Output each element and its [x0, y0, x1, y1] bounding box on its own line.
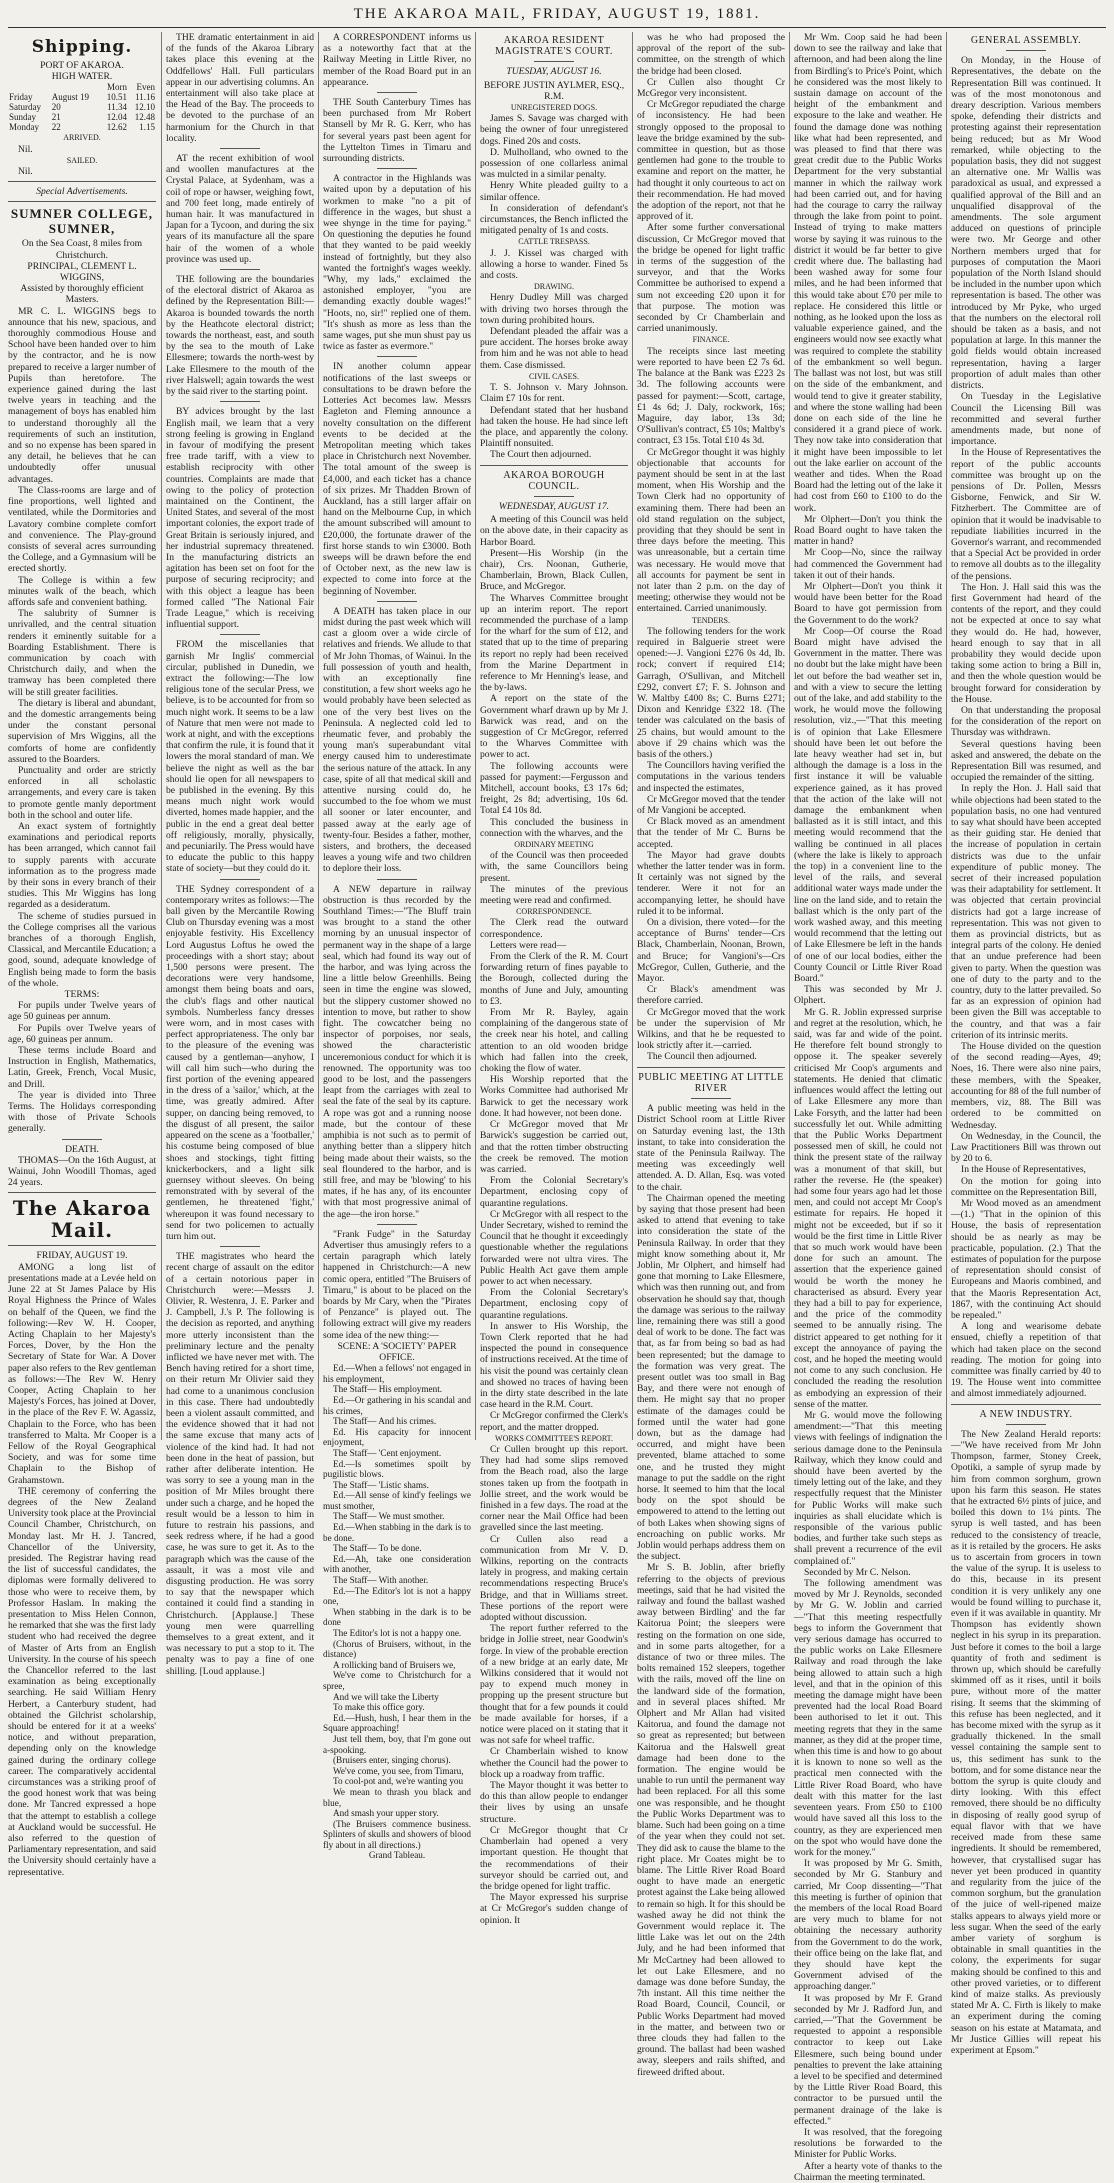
section-rule [377, 356, 417, 357]
shipping-title: Shipping. [31, 37, 133, 57]
council-para: Cr McGregor with all respect to the Under Secretary, wished to remind the Council that he thought it exceedingly questionable whether the regulations forwarded were not ultra vires. The Public Health Act gave them ample power to act when necessary. [480, 1208, 628, 1287]
dialogue-line: The Staff— 'Cent enjoyment. [333, 1447, 442, 1458]
article-para: A DEATH has taken place in our midst during the past week which will cast a gloom over a wide circle of relatives and friends. We allude to that of Mr John Thomas, of Wainui. In the full possession of youth and health, with an exceptionally fine constitution, a few short weeks ago he would probably have been selected as one of the very best lives on the Peninsula. A neglected cold led to rheumatic fever, and probably the young man's superabundant vital energy caused him to underestimate the serious nature of the attack. In any case, spite of all that medical skill and attentive nursing could do, he succumbed to the foe whom we must all sooner or later encounter, and passed away at the early age of twenty-four. Besides a father, mother, sisters, and brothers, the deceased leaves a young wife and two children to deplore their loss. [323, 605, 471, 875]
tide-even: 11.16 [135, 92, 155, 103]
assembly-para: On the motion for going into committee on the Representation Bill, [951, 1175, 1101, 1198]
section-rule [534, 61, 574, 62]
meeting-para: It was proposed by Mr F. Grand seconded by Mr J. Radford Jun, and carried,—"That the Government be requested to appoint a responsible contractor to keep out Lake Ellesmere, such being bound under penalties to prevent the lake attaining a level to be specified and determined by the Little River Road Board, this contractor to be pursued until the permanent drainage of the lake is effected." [794, 1992, 942, 2127]
article-para: A NEW departure in railway obstruction is thus recorded by the Southland Times:—"The Bluff train was brought to a stand the other morning by an unusual inspector of permanent way in the shape of a large seal, which had found its way out of the harbor, and was lying across the line a little below Greenhills. Being seen in time the engine was slowed, but the slippery customer showed no intention to move, but rather to show fight. The cowcatcher being no inspector of porpoises, nor seals, showed the characteristic unceremonious conduct for which it is renowned. The opportunity was too good to be lost, and the passengers leapt from the carriages with zeal to seal the fate of the seal by its capture. A rope was got and a running noose made, but the contour of these amphibia is not such as to permit of anything better than a slippery hitch being made about their waists, so the seal floundered to the harbor, and is still free, and may be 'blowing' to his mates, if he has any, of its encounter with that most progressive animal of the age—the iron horse." [323, 883, 471, 1220]
school-para: The College is within a few minutes walk of the beach, which affords safe and convenient bathing. [8, 574, 156, 608]
industry-para: The New Zealand Herald reports:—"We have received from Mr John Thompson, farmer, Stoney Creek, Opotiki, a sample of syrup made by him from common sorghum, grown upon his farm this season. He states that he extracted 6½ pints of juice, and boiled this down to 1¼ pints. The syrup is well tasted, and has been reduced to the consistency of treacle, as it is retailed by the grocers. He asks us to ascertain from grocers in town the value of the syrup. It is useless to do this, because in its present condition it is very unlikely any one would be found willing to purchase it, even if it was available in quantity. Mr Thompson has evidently shown neglect in his syrup in its preparation. Just before it comes to the boil a large quantity of froth and sediment is thrown up, which should be carefully skimmed off as it rises, until it boils pure, without more of the matter rising. It seems that the skimming of this refuse has been neglected, and it has become mixed with the syrup as it gradually thickened. In the small vessel containing the sample sent to us, this sediment has sunk to the bottom, and for some distance near the bottom the syrup is quite cloudy and dirty looking. With this effect removed, there should be no difficulty in disposing of really good syrup of equal flavor with that we have received made from these same ingredients. It should be remembered, however, that crystallised sugar has never yet been produced in quantity and regularity from the juice of the common sorghum, but the granulation of the juice of well-ripened maize stalks appears to always yield more or less sugar. When the seed of the early amber variety of sorghum is obtainable in small quantities in the colony, the experiments for sugar making should be confined to this and other proved varieties, or to different kind of maize stalks. As previously stated Mr A. C. Firth is likely to make an experiment during the coming season on his estate at Matamata, and Mr Justice Gillies will repeat his experiment at Epsom." [951, 1428, 1101, 2056]
meeting-para: Mr S. B. Joblin, after briefly referring to the objects of previous meetings, said that he had visited the railway and found the ballast washed away between Birdling' and the far Kaitorua Point; the sleepers were resting on the formation on one side, and in some parts altogether, for a distance of two or three miles. The bolts remained 152 sleepers, together with the rails, moved off the line on the landward side of the formation, and in several places shifted. Mr Olphert and Mr Allan had visited Kaitorua, and found the damage not so great as represented; but between Kaitorua and the Halswell great damage had been done to the formation. The engine would be unable to run until the permanent way had been replaced. For all this some one was responsible, and he thought the Public Works Department was to blame. Such had been going on a time of the year when they could not set. They did ask to cause the blame to the right place. Mr Coates might be to blame. The Little River Road Board ought to have made an energetic protest against the Lake being allowed to remain so high. It for this should be washed away he did not think the Government would replace it. The little Lake was let out on the 24th July, and he had been informed that Mr McCartney had been allowed to let out Lake Ellesmere, and no damage was done before Sunday, the 7th instant. All this time neither the Road Board, Council, Council, or Public Works Department had moved in the matter, and between two or three clouds they had fallen to the ground. The ballast had been washed away, sleepers and rails shifted, and fireweed drifted about. [637, 1562, 785, 2078]
arrived-nil: Nil. [18, 143, 33, 155]
assembly-heading: GENERAL ASSEMBLY. [970, 35, 1082, 46]
council-para: From the Clerk of the R. M. Court forwarding return of fines payable to the Borough, collected during the months of June and July, amounting to £3. [480, 951, 628, 1007]
court-subhead: DRAWING. [533, 282, 575, 292]
masthead-rule [8, 27, 1106, 28]
terms-heading: TERMS: [64, 989, 100, 1001]
paper-title: The Akaroa Mail. [12, 1196, 152, 1243]
terms-line: For pupils under Twelve years of age 50 guineas per annum. [8, 1000, 156, 1023]
dialogue-line: When stabbing in the dark is to be done [323, 1606, 471, 1628]
assembly-para: On Tuesday in the Legislative Council the Licensing Bill was recommitted and several further amendments made, but none of importance. [951, 391, 1101, 448]
tide-morn: 11.34 [107, 102, 128, 113]
dialogue-line: Grand Tableau. [368, 1850, 426, 1861]
dialogue-line: (Bruisers enter, singing chorus). [333, 1755, 451, 1766]
assembly-para: In the House of Representatives, [961, 1164, 1086, 1176]
dialogue-line: (Chorus of Bruisers, without, in the distance) [323, 1638, 471, 1660]
dialogue-line: To make this office gory. [333, 1702, 425, 1713]
dialogue-line: (The Bruisers commence business. Splinters of skulls and showers of blood fly about in all directions.) [323, 1818, 471, 1850]
council-para: Letters were read— [490, 939, 567, 951]
article-para: "Frank Fudge" in the Saturday Advertiser thus amusingly refers to a certain paragraph which lately happened in Christchurch:—A new comic opera, entitled "The Bruisers of Timaru," is about to be placed on the boards by Mr Cary, when the "Pirates of Penzance" is played out. The following extract will give my readers some idea of the new thing:— [323, 1228, 471, 1341]
school-para: The scheme of studies pursued in the College comprises all the various branches of a thorough English, Classical, and Mercantile Education; a good, sound, adequate knowledge of English being made to form the basis of the whole. [8, 910, 156, 989]
column-7 [951, 32, 1102, 2056]
sailed-nil: Nil. [18, 166, 33, 178]
tide-morn: 12.04 [106, 112, 128, 123]
tide-morn: 10.51 [106, 92, 128, 103]
council-para: Cr Cullen also thought Cr McGregor very inconsistent. [637, 76, 785, 100]
column-rule [161, 32, 162, 1440]
column-6 [794, 32, 942, 2183]
council-para: The minutes of the previous meeting were read and confirmed. [480, 883, 628, 907]
section-rule [8, 201, 156, 202]
article-para: THE following are the boundaries of the electoral district of Akaroa as defined by the Representation Bill:—Akaroa is bounded towards the north by the Heathcote electoral district; towards the northeast, east, and south by the sea to the mouth of Lake Ellesmere; towards the north-west by Lake Ellesmere to the mouth of the river Halswell; again towards the west by the said river to the starting point. [166, 274, 314, 398]
court-para: Defendant pleaded the affair was a pure accident. The horses broke away from him and he was not able to head them. Case dismissed. [480, 326, 628, 371]
council-para: After some further conversational discussion, Cr McGregor moved that the bridge be opened for light traffic in terms of the suggestion of the surveyor, and that the Works Committee be authorised to expend a sum not exceeding £20 upon it for that purpose. The motion was seconded by Cr Chamberlain and carried unanimously. [637, 222, 785, 335]
meeting-para: Mr Coop—No, since the railway had commenced the Government had taken it out of their hands. [794, 547, 942, 581]
article-para: THE magistrates who heard the recent charge of assault on the editor of a certain notorious paper in Christchurch were:—Messrs J. Olivier, R. Westenra, J. E. Parker and J. Campbell, J.'s P. The following is the decision as reported, and anything more utterly inconsistent than the preliminary lecture and the penalty inflicted we have never met with. The Bench having retired for a short time, on their return Mr Olivier said they had come to a unanimous conclusion in this case. There had undoubtedly been a violent assault committed, and the evidence showed that it had not the same excuse that many acts of violence of the kind had. It had not been done in the heat of passion, but rather after deliberate intention. He was sorry to see a young man in the position of Mr Miles brought there under such a charge, and he hoped the result would be a lesson to him in future to restrain his passions, and seek redress where, if he had a good case, he was sure to get it. As to the paragraph which was the cause of the assault, it was a most vile and disgusting production. He was sorry to say that the newspaper which contained it could find a standing in Christchurch. [Applause.] These young men were quarrelling themselves to a great extent, and it was necessary to put a stop to it. The penalty was to pay a fine of one shilling. [Loud applause.] [166, 1251, 314, 1677]
section-rule [220, 269, 260, 270]
masthead-title: THE AKAROA MAIL, FRIDAY, AUGUST 19, 1881. [353, 6, 761, 22]
court-para: Henry Dudley Mill was charged with driving two horses through the town during prohibited hours. [480, 292, 628, 326]
sailed-label: SAILED. [66, 155, 98, 165]
special-ads-heading: Special Advertisements. [36, 186, 128, 198]
assembly-para: The Hon. J. Hall said this was the first Government had heard of the contents of the report, and they could not be expected at once to say what they would do. He had, however, heard enough to say that in all probability they would decide upon taking some action to bring a Bill in, and then the whole question would be brought forward for consideration by the House. [951, 581, 1101, 705]
dialogue-line: Just tell them, boy, that I'm gone out a-spooking. [323, 1733, 471, 1755]
council-para: From Mr R. Bayley, again complaining of the dangerous state of the creek near his hotel, and calling attention to an old wooden bridge which had fallen into the creek, choking the flow of water. [480, 1007, 628, 1075]
council-para: was he who had proposed the approval of the report of the sub-committee, on the strength of which the bridge had been closed. [637, 32, 785, 77]
meeting-para: A public meeting was held in the District School room at Little River on Saturday evening last, the 13th instant, to take into consideration the state of the Peninsula Railway. The meeting was exceedingly well attended. A. D. Allan, Esq. was voted to the chair. [637, 1103, 785, 1193]
council-para: Cr McGregor thought it was highly objectionable that accounts for payment should be sent in at the last moment, when His Worship and the Town Clerk had no opportunity of examining them. There had been an old stand regulation on the subject, providing that they should be sent in three days before the meeting. This was unreasonable, but a certain time was necessary. He would move that all accounts for payment be sent in not later than 2 p.m. on the day of meeting; otherwise they would not be entertained. Carried unanimously. [637, 446, 785, 615]
tide-header-row [8, 82, 156, 92]
tide-day: Sunday [9, 112, 36, 123]
council-para: On a division, there voted—for the acceptance of Burns' tender—Crs Black, Chamberlain, Noonan, Brown, and Bruce; for Vangioni's—Crs McGregor, Cullen, Gutherie, and the Mayor. [637, 917, 785, 985]
tide-morn: 12.62 [106, 122, 128, 133]
council-para: In answer to His Worship, the Town Clerk reported that he had inspected the pound in consequence of instructions received. At the time of his visit the pound was certainly clean and showed no traces of having been in the dirty state described in the late case heard in the R.M. Court. [480, 1320, 628, 1411]
column-5 [637, 32, 785, 2078]
court-subhead: UNREGISTERED DOGS. [510, 103, 598, 113]
high-water: HIGH WATER. [51, 71, 113, 83]
tide-day: Monday [9, 122, 39, 133]
council-date: WEDNESDAY, AUGUST 17. [498, 500, 610, 512]
dialogue-line: Ed.—Hush, hush, I hear them in the Square approaching! [323, 1712, 471, 1734]
meeting-para: Mr Coop—Of course the Road Board might have advised the Government in the matter. There was no doubt but the lake might have been let out before the bad weather set in, and with a view to secure the letting out of the lake, and add stability to the work, he would move the following resolution, viz.,—"That this meeting is of opinion that Lake Ellesmere should have been let out before the late heavy weather had set in, but although the damage is a loss in the first instance it will be valuable experience gained, as it has proved that the action of the lake will not damage the embankment when ballasted as it is still intact, and this meeting would recommend that the walling be continued in all places (where the lake is likely to approach the top) in a convenient line to the level of the rails, and several additional water ways made under the line on the land side, and to retain the ballast which is the only part of the work washed away, and this meeting would recommend that the letting out of Lake Ellesmere be left in the hands of one of our local bodies, either the County Council or Little River Road Board." [794, 625, 942, 985]
assembly-para: Several questions having been asked and answered, the debate on the Representation Bill was resumed, and occupied the remainder of the sitting. [951, 738, 1101, 784]
principal-line: PRINCIPAL, CLEMENT L. WIGGINS, [27, 260, 137, 284]
school-para: The salubrity of Sumner is unrivalled, and the central situation renders it eminently suitable for a Boarding Establishment. There is communication by coach with Christchurch daily, and when the tramway has been completed there will be still greater facilities. [8, 608, 156, 698]
council-para: Cr McGregor moved that the tender of Mr Vangioni be accepted. [637, 793, 785, 817]
council-para: Cr McGregor confirmed the Clerk's report, and the matter dropped. [480, 1410, 628, 1433]
council-para: The Mayor thought it was better to do this than allow people to endanger their lives by using an unsafe structure. [480, 1780, 628, 1825]
school-para: An exact system of fortnightly examinations and periodical reports has been arranged, which cannot fail to supply parents with accurate information as to the progress made by their sons in every branch of their studies. This Mr Wiggins has long regarded as a desideratum. [8, 820, 156, 911]
column-rule [318, 32, 319, 1440]
dialogue-line: The Staff— With another. [333, 1575, 429, 1586]
council-para: The Mayor expressed his surprise at Cr McGregor's sudden change of opinion. It [480, 1892, 628, 1926]
article-para: FROM the miscellanies that garnish Mr Inglis' commercial circular, published in Dunedin, we extract the following:—The low religious tone of the secular Press, we believe, is to be accounted for from so much night work. It seems to be a law of Nature that men were not made to work at night, and with the exceptions that confirm the rule, it is found that it lowers the moral standard of man. We believe the night as well as the bar should lie open for all newspapers to be published in the evening. By this means much night work would diverted, homes made happier, and the public in the end a great deal better off religiously, morally, physically, and pecuniarily. The Press would have to educate the public to this happy state of society—but they could do it. [166, 639, 315, 875]
council-para: The Council then adjourned. [647, 1051, 757, 1063]
section-rule [220, 634, 260, 635]
section-rule [377, 601, 417, 602]
column-2 [166, 32, 315, 1677]
tide-date: 20 [51, 102, 61, 113]
school-name: SUMNER COLLEGE, SUMNER, [10, 206, 154, 237]
tide-table [8, 82, 156, 132]
court-para: J. J. Kissel was charged with allowing a horse to wander. Fined 5s and costs. [480, 247, 628, 282]
assisted-line: Assisted by thoroughly efficient Masters. [20, 283, 144, 306]
section-rule [377, 168, 417, 169]
newspaper-columns [8, 32, 1106, 2183]
section-rule [62, 1139, 102, 1140]
assembly-para: The House divided on the question of the second reading—Ayes, 49; Noes, 16. There were also nine pairs, these members, with the Speaker, accounting for 88 of the full number of members, viz, 88. The Bill was ordered to be committed on Wednesday. [951, 1041, 1101, 1131]
column-1 [8, 32, 156, 1878]
section-rule [1006, 1424, 1046, 1425]
court-subhead: CATTLE TRESPASS. [518, 237, 590, 247]
meeting-para: It was resolved, that the foregoing resolutions be forwarded to the Minister for Public Works. [794, 2126, 942, 2161]
court-para: James S. Savage was charged with being the owner of four unregistered dogs. Fined 20s and costs. [480, 113, 628, 147]
dialogue-line: We've come, you see, from Timaru, [333, 1765, 464, 1776]
tide-header-morn: Morn [107, 82, 128, 93]
meeting-para: It was proposed by Mr G. Smith, seconded by Mr G. Stanbury and carried, Mr Coop dissenting—"That this meeting is further of opinion that the members of the local Road Board are very much to blame for not obtaining the necessary authority from the Government to do the work, their office being on the lake flat, and they should have kept the Government advised of the approaching danger." [794, 1858, 942, 1993]
section-rule [691, 1098, 731, 1099]
column-rule [632, 32, 633, 1440]
council-para: The Councillors having verified the computations in the various tenders and inspected the estimates, [637, 760, 785, 794]
assembly-para: Mr Wood moved as an amendment—(1.) "That in the opinion of this House, the basis of representation should be as nearly as may be practicable, population. (2.) That the estimates of population for the purpose of representation should consist of Europeans and Maoris combined, and that the Maoris Representation Act, 1867, with the continuing Act should be repealed." [951, 1197, 1102, 1321]
dialogue-line: The Staff— His employment. [333, 1384, 443, 1395]
council-para: The Wharves Committee brought up an interim report. The report recommended the purchase of a lamp for the wharf for the sum of £12, and stated that up to the time of preparing its report no reply had been received from the Marine Department in reference to Mr Henning's lease, and the by-laws. [480, 592, 628, 694]
court-para: In consideration of defendant's circumstances, the Bench inflicted the mitigated penalty of 1s and costs. [480, 202, 628, 237]
meeting-heading: PUBLIC MEETING AT LITTLE RIVER [638, 1071, 784, 1094]
column-4 [480, 32, 628, 1926]
council-para: The following tenders for the work required in Balguerie street were opened:—J. Vangioni £276 0s 4d, Ib. rock; convert if required £14; Garragh, O'Sullivan, and Mitchell £292, convert £7; F. S. Johnson and W. Maltby £400 8s; C. Burns £271; Dixon and Kenridge £322 18. (The tender was calculated on the basis of 25 chains, but would amount to the above if 29 chains which was the basis of the others.) [637, 625, 785, 760]
dialogue-line: A rollicking band of Bruisers we, [333, 1659, 456, 1670]
school-para: Punctuality and order are strictly enforced in all scholastic arrangements, and every care is taken to promote gentle manly deportment both in the school and outer life. [8, 764, 156, 821]
article-para: AT the recent exhibition of wool and woollen manufactures at the Crystal Palace, at Sydenham, was a coil of rope or hawser, weighing fowt, and 700 feet long, made entirely of human hair. It was manufactured in Japan for a Tycoon, and during the six years of its manufacture all the spare hair of the women of a whole province was used up. [166, 153, 314, 265]
meeting-para: Mr G. R. Joblin expressed surprise and regret at the resolution, which, he said, was far and wide of the point. He therefore felt bound strongly to oppose it. The speaker severely criticised Mr Coop's arguments and statements. He denied that climatic influences would affect the letting out of Lake Ellesmere any more than Lake Forsyth, and the latter had been successfully let out. While admitting that the Public Works Department possessed men of skill, he could not think the present state of the railway was a monument of that skill, but rather the reverse. He (the speaker) had some four years ago had let those men, and could not accept Mr Coop's estimate for repairs. He hoped it might not be exceeded, but if so it would be the first time in Little River that so much work would have been done for such an amount. The assertion that the experience gained would be worth the money he characterised as absurd. Every year they had a bill to pay for experience, and the price of the commodity seemed to be annually rising. The district appeared to get nothing for it except the annoyance of paying the cost, and he hoped the meeting would not come to any such conclusion. He concluded the reading the resolution as embodying an expression of their sense of the matter. [794, 1006, 942, 1410]
court-para: D. Mulholland, who owned to the possession of one collarless animal was mulcted in a similar penalty. [480, 146, 628, 181]
dialogue [323, 1363, 471, 1861]
column-rule [946, 32, 947, 1440]
article-para: THE dramatic entertainment in aid of the funds of the Akaroa Library takes place this evening at the Oddfellows' Hall. Full particulars appear in our advertising columns. An entertainment will also take place at the Head of the Bay. The proceeds to be devoted to the purchase of an harmonium for the Church in that locality. [166, 32, 314, 144]
port-line: PORT OF AKAROA. [40, 60, 124, 71]
article-para: AMONG a long list of presentations made at a Levée held on June 22 at St James Palace by His Royal Highness the Prince of Wales on behalf of the Queen, we find the following:—Rev W. H. Cooper, Acting Chaplain to her Majesty's Forces, Dover, by the Hon the Secretary of State for War. A Dover paper also refers to the Rev gentleman as follows:—The Rev W. Henry Cooper, Acting Chaplain to her Majesty's Forces, has joined at Dover, in the place of the Rev F. W. Agassiz, Chaplain to the Force, who has been transferred to Malta. Mr Cooper is a Fellow of the Royal Geographical Society, and was for some time Chaplain to the Bishop of Grahamstown. [8, 1261, 156, 1486]
tide-day: Saturday [9, 102, 41, 113]
column-rule [475, 32, 476, 1440]
death-notice: THOMAS—On the 16th August, at Wainui, John Woodill Thomas, aged 24 years. [8, 1154, 156, 1189]
council-para: From the Colonial Secretary's Department, enclosing copy of quarantine regulations. [480, 1175, 628, 1209]
meeting-para: Mr Olphert—Don't you think the Road Board ought to have taken the matter in hand? [794, 513, 942, 548]
section-rule [8, 181, 156, 182]
section-rule [534, 496, 574, 497]
tide-date: 22 [51, 122, 61, 133]
tide-row [8, 102, 156, 112]
court-para: Defendant stated that her husband had taken the house. He had since left the place, and apparently the colony. Plaintiff nonsuited. [480, 404, 628, 450]
scene-line: SCENE: A 'SOCIETY' PAPER OFFICE. [337, 1340, 457, 1363]
court-subhead: CIVIL CASES. [529, 371, 579, 381]
dialogue-line: The Staff— To be done. [333, 1543, 422, 1554]
meeting-para: Mr G. would move the following amendment:—"That this meeting views with feelings of indignation the serious damage done to the Peninsula Railway, which they know could and should have been averted by the timely letting out of the lake, and they respectfully request that the Minister for Public Works will make such inquiries as shall elucidate which is responsible of the various public bodies, and further take such steps as shall prevent a recurrence of the evil complained of." [794, 1409, 942, 1567]
section-rule [377, 879, 417, 880]
masthead [0, 0, 1114, 28]
dialogue-line: The Staff— And his crimes. [333, 1416, 437, 1427]
meeting-para: The Chairman opened the meeting by saying that those present had been asked to attend that evening to take into consideration the state of the Peninsula Railway. In order that they might know something about it, Mr Joblin, Mr Olphert, and himself had gone that morning to Lake Ellesmere, which was then running out, and from observation he should say that, though the damage was serious to the railway line, remaining there was still a good deal of work to be done. The fact was that, as far from being so bad as had been represented; but the damage to the formation was very great. The present outlet was too small in Bag Bay, and there were not enough of them. He might say that no proper estimate of the damages could be formed until the water had gone down, but as the damage had occurred, and might have been prevented, blame attached to some one, and he trusted they might manage to put the saddle on the right horse. It seemed to him that the local body on the spot should be empowered to attend to the letting out of both Lakes when showing signs of encroaching on public works. Mr Joblin would perhaps address them on the subject. [637, 1192, 785, 1563]
section-rule [8, 1192, 156, 1193]
article-para: BY advices brought by the last English mail, we learn that a very strong feeling is growing in England in favour of modifying the present free trade tariff, with a view to establish reciprocity with other countries. Complaints are made that owing to the policy of protection maintained on the Continent, the United States, and several of the most important colonies, the export trade of Great Britain is seriously injured, and her industrial supremacy threatened. In the manufacturing districts an agitation has been set on foot for the purpose of securing reciprocity; and with this object a league has been formed called "The National Fair Trade League," which is receiving influential support. [166, 406, 314, 631]
meeting-para: The following amendment was moved by Mr J. Reynolds, seconded by Mr G. W. Joblin and carried—"That this meeting respectfully begs to inform the Government that very serious damage has occurred to the public works on Lake Ellesmere Railway and road through the lake being allowed to attain such a high level, and that in the opinion of this meeting the damage might have been prevented had the local Road Board been authorised to let it out. This meeting regrets that they in the same manner, as they did at the proper time, when this time is and how to go about it is known to none so well as the practical men connected with the Little River Road Board, who have dealt with this matter for the last seventeen years. From £50 to £100 would have saved all this loss to the country, as they are experienced men on the spot who would have done the work for the money." [794, 1578, 942, 1858]
dialogue-line: Ed.—All sense of kind'y feelings we must smother, [323, 1490, 471, 1511]
dialogue-line: We mean to thrash you black and blue, [323, 1786, 471, 1808]
tide-row [8, 112, 156, 122]
council-para: Cr Cullen brought up this report. They had had some slips removed from the Beach road, also the large stones taken up from the footpath in Jollie street, and the work would be finished in a few days. The road at the corner near the Mail Office had been gravelled since the last meeting. [480, 1443, 628, 1534]
assembly-para: A long and wearisome debate ensued, chiefly a repetition of that which had taken place on the second reading. The motion for going into committee was finally carried by 40 to 19. The House went into committee and almost immediately adjourned. [951, 1321, 1101, 1400]
council-para: The Clerk read the outward correspondence. [480, 917, 628, 940]
section-rule [220, 879, 260, 880]
column-rule [789, 32, 790, 1440]
article-para: IN another column appear notifications of the last sweeps or consultations to be drawn before the Lotteries Act becomes law. Messrs Eagleton and Fleming announce a novelty consultation on the different events to be decided at the Metropolitan meeting which takes place in Christchurch next November. The total amount of the sweep is £4,000, and each ticket has a chance of six prizes. Mr Thadden Brown of Auckland, has a still larger affair on hand on the Melbourne Cup, in which the amount subscribed will amount to £20,000, the fortunate drawer of the first horse stands to win £3000. Both sweeps will be drawn before the end of October next, as the new law is expected to come into force at the beginning of November. [323, 361, 471, 597]
dialogue-line: Ed.—When a fellows' not engaged in his employment, [323, 1363, 471, 1384]
dialogue-line: Ed.—The Editor's lot is not a happy one, [323, 1585, 471, 1607]
section-rule [1006, 50, 1046, 51]
terms-line: These terms include Board and Instruction in English, Mathematics, Latin, Greek, French, Vocal Music, and Drill. [8, 1045, 156, 1090]
court-para: The Court then adjourned. [490, 449, 592, 461]
council-para: From the Colonial Secretary's Department, enclosing copy of quarantine regulations. [480, 1287, 628, 1321]
school-para: The Class-rooms are large and of fine proportions, well lighted and ventilated, while the Dormitories and Lavatory combine complete comfort and convenience. The Play-ground consists of several acres surrounding the College, and a Gymnasium will be erected shortly. [8, 484, 156, 575]
article-para: THE ceremony of conferring the degrees of the New Zealand University took place at the Provincial Council Chamber, Christchurch, on Monday last. Mr H. J. Tancred, Chancellor of the University, presided. The Registrar having read the list of successful candidates, the diplomas were formally delivered to those who were to receive them, by Professor Haslam. In making the presentation to Miss Helen Connon, he remarked that she was the first lady student who had received the degree of Master of Arts from an English University. In the course of his speech the Chancellor referred to the last examination as being exceptionally searching. He said William Henry Herbert, a Canterbury student, had obtained the Gilchrist scholarship, should be entered for it at a weeks' notice, and without preparation, depending only on the knowledge gained during the ordinary college career. The comparatively accidental circumstances was a striking proof of the good honest work that was being done. Mr Tancred expressed a hope that the attempt to establish a college at Auckland would be successful. He also referred to the question of Parliamentary representation, and said the University should certainly have a representative. [8, 1485, 156, 1878]
council-para: The report further referred to the bridge in Jollie street, near Goodwin's forge. In view of the probable erection of a new bridge at an early date, Mr Wilkins considered that it would not pay to expend much money in propping up the present structure but thought that for a few pounds it could be made available for horses, if a notice were placed on it stating that it was not safe for wheel traffic. [480, 1623, 628, 1747]
column-3 [323, 32, 471, 1861]
council-para: A meeting of this Council was held on the above date, in their capacity as Harbor Board. [480, 514, 628, 548]
council-para: Present—His Worship (in the chair), Crs. Noonan, Gutherie, Chamberlain, Brown, Black Cullen, Bruce, and McGregor. [480, 547, 628, 593]
court-date: TUESDAY, AUGUST 16. [506, 66, 602, 78]
tide-header-even: Even [136, 82, 155, 93]
assembly-para: On Wednesday, in the Council, the Law Practitioners Bill was thrown out by 20 to 6. [951, 1130, 1101, 1165]
assembly-para: On Monday, in the House of Representatives, the debate on the Representation Bill was continued. It was of the most monotonous and dreary description. Various members spoke, defending their districts and protesting against their representation being reduced; but as Mr Wood remarked, while objecting to the population basis, they did not suggest an alternative one. Mr Wallis was paradoxical as usual, and expressed a qualified approval of the Bill and an unqualified disapproval of the amendments. The sole argument adduced on questions of principle were two. Mr George and other Northern members urged that for purposes of computation the Maori population of the North Island should be included in the number upon which representation is based. The other was introduced by Mr Pyke, who urged that the numbers on the electoral roll should be taken as a basis, and not population at large. In this manner the gold fields would obtain increased representation, having a larger proportion of adult males than other districts. [951, 55, 1101, 392]
section-rule [637, 1067, 785, 1068]
dialogue-line: Ed.—Or gathering in his scandal and his crimes, [323, 1394, 471, 1416]
council-para: Cr Chamberlain wished to know whether the Council had the power to block up a roadway from traffic. [480, 1746, 628, 1780]
arrived-label: ARRIVED. [63, 133, 101, 143]
section-rule [377, 1224, 417, 1225]
council-para: A report on the state of the Government wharf drawn up by Mr J. Barwick was read, and on the suggestion of Cr McGregor, referred to the Wharves Committee with power to act. [480, 693, 628, 761]
dialogue-line: And we will take the Liberty [333, 1691, 439, 1702]
terms-line: The year is divided into Three Terms. The Holidays corresponding with those of Private Schools generally. [8, 1089, 156, 1135]
council-subhead: FINANCE. [692, 335, 730, 345]
section-rule [480, 465, 628, 466]
dialogue-line: Ed.—Ah, take one consideration with another, [323, 1553, 471, 1575]
meeting-para: After a hearty vote of thanks to the Chairman the meeting terminated. [794, 2160, 942, 2183]
section-rule [220, 148, 260, 149]
dialogue-line: The Staff— 'Listic shams. [333, 1479, 429, 1490]
council-para: Cr McGregor repudiated the charge of inconsistency. He had been strongly opposed to the proposal to leave the bridge examined by the sub-committee in question, but as those gentlemen had gone to the trouble to examine and report on the matter, he had thought it only courteous to act on their recommendation. He had moved the adoption of the report, not that he approved of it. [637, 99, 785, 223]
industry-heading: A NEW INDUSTRY. [979, 1408, 1073, 1420]
meeting-para: Mr Olphert—Don't you think it would have been better for the Road Board to have got permission from the Government to do the work? [794, 580, 942, 626]
section-rule [220, 1246, 260, 1247]
meeting-para: Seconded by Mr C. Nelson. [804, 1566, 911, 1578]
tide-row [8, 92, 156, 102]
assembly-para: On that understanding the proposal for the consideration of the report on Thursday was withdrawn. [951, 704, 1101, 739]
terms-line: For Pupils over Twelve years of age, 60 guineas per annum. [8, 1022, 156, 1045]
dialogue-line: The Staff— We must smother. [333, 1511, 445, 1522]
section-rule [8, 1245, 156, 1246]
article-para: A CORRESPONDENT informs us as a noteworthy fact that at the Railway Meeting in Little River, no member of the Road Board put in an appearance. [323, 32, 471, 88]
section-rule [377, 92, 417, 93]
council-para: of the Council was then proceeded with, the same Councillors being present. [480, 850, 628, 884]
school-para: The dietary is liberal and abundant, and the domestic arrangements being under the constant personal supervision of Mrs Wiggins, all the comforts of home are confidently assured to the Boarders. [8, 697, 156, 765]
assembly-para: In reply the Hon. J. Hall said that while objections had been stated to the population basis, no one had ventured to say what should have been accepted as their guiding star. He denied that the increase of population in certain districts was due to the unfair expenditure of public money. The secret of their increased population was their adaptability for settlement. It was objected that certain provincial districts had got a large increase of representation. This was not given to them as provincial districts, but as integral parts of the colony. He denied that an undue preference had been given to party. When the question was one of duty to the party and to the country, duty to the latter prevailed. So far as an expression of opinion had been given the Bill was acceptable to the country, and that was a fair criterion of its intrinsic merits. [951, 783, 1101, 1041]
tide-even: 12.10 [134, 102, 155, 113]
section-rule [951, 1404, 1101, 1405]
council-para: Cr McGregor moved that Mr Barwick's suggestion be carried out, and that the rotten timber obstructing the creek be removed. The motion was carried. [480, 1119, 628, 1175]
school-para: MR C. L. WIGGINS begs to announce that his new, spacious, and thoroughly commodious House and School have been handed over to him by the contractor, and he is now prepared to receive a larger number of Pupils than heretofore. The experience gained during the last twelve years in teaching and the management of boys has enabled him to understand thoroughly all the requirements of such an institution, and so no expense has been spared in any detail, he believes that he can undoubtedly offer unusual advantages. [8, 305, 156, 485]
court-heading: AKAROA RESIDENT MAGISTRATE'S COURT. [495, 35, 613, 58]
death-heading: DEATH. [65, 1143, 99, 1155]
council-subhead: WORKS COMMITTEE'S REPORT. [495, 1433, 613, 1443]
council-para: The receipts since last meeting were reported to have been £2 7s 6d. The balance at the Bank was £223 2s 3d. The following accounts were passed for payment:—Scott, cartage, £1 4s 6d; J. Daly, rockwork, 16s; Maguire, day labor, 13s 3d; O'Sullivan's contract, £5 10s; Maltby's contract, £3 15s. Total £10 4s 3d. [637, 345, 785, 447]
school-location: On the Sea Coast, 8 miles from Christchurch. [21, 238, 143, 261]
court-para: T. S. Johnson v. Mary Johnson. Claim £7 10s for rent. [480, 382, 628, 405]
tide-row [8, 122, 156, 132]
council-para: Cr McGregor moved that the work be under the supervision of Mr Wilkins, and that he be requested to look strictly after it.—carried. [637, 1006, 785, 1052]
council-para: The following accounts were passed for payment:—Fergusson and Mitchell, account books, £3 17s 6d; freight, 2s 8d; advertising, 10s 6d. Total £4 10s 8d. [480, 760, 628, 817]
dialogue-line: And smash your upper story. [333, 1808, 439, 1819]
dialogue-line: The Editor's lot is not a happy one. [333, 1628, 462, 1638]
article-para: THE Sydney correspondent of a contemporary writes as follows:—The ball given by the Mercantile Rowing Club on Thursday evening was a most enjoyable festivity. His Excellency Lord Augustus Loftus he owed the proceedings with a short stay; about 1,500 persons were present. The decorations were very handsome, amongst them being boats and oars, the club's flags and other nautical symbols. Numberless fancy dresses were worn, and in most cases with perfect appropriateness. The only bar to the pleasure of the evening was caused by a gentleman—anyhow, I will call him such—who during the first portion of the evening appeared in the dress of a 'sailor,' which, at the time, was greatly admired. After supper, on dancing being removed, to the disgust of all present, the sailor appeared on the scene as a 'footballer,' his costume being composed of blue shoes and stockings, tight fitting knickerbockers, and a light silk guernsey without sleeves. On being remonstrated with by several of the gentlemen, he threatened 'fight,' whereupon it was found necessary to send for two policemen to actually turn him out. [166, 883, 314, 1242]
dialogue-line: We've come to Christchurch for a spree, [323, 1670, 471, 1691]
dialogue-line: To cool-pot and, we're wanting you [333, 1776, 464, 1787]
dialogue-line: Ed.—Is sometimes spoilt by pugilistic blows. [323, 1458, 471, 1480]
council-para: His Worship reported that the Works Committee had authorised Mr Barwick to get the necessary work done. It had however, not been done. [480, 1074, 628, 1119]
council-para: Cr Black's amendment was therefore carried. [637, 984, 785, 1007]
section-rule [220, 401, 260, 402]
article-para: A contractor in the Highlands was waited upon by a deputation of his workmen to make "no a pit of difference in the wages, but shust a wee shynge in the time for paying." On questioning the deputies he found that they wanted to be paid weekly instead of fortnightly, but they also wanted the fortnight's wages weekly. "Why, my lads," exclaimed the astonished employer, "you are demanding exactly double wages!" "Hoots, no, sir!" replied one of them. "It's shush as more as less than the same wages, put she mun shust pay us twice as faster as evermore." [323, 173, 471, 353]
council-subhead: TENDERS. [692, 615, 730, 625]
council-para: This concluded the business in connection with the wharves, and the [480, 816, 628, 839]
meeting-para: This was seconded by Mr J. Olphert. [794, 984, 942, 1007]
court-para: Henry White pleaded guilty to a similar offence. [480, 180, 628, 203]
dialogue-line: Ed. His capacity for innocent enjoyment, [323, 1426, 471, 1448]
court-before: BEFORE JUSTIN AYLMER, ESQ., R.M. [483, 79, 625, 102]
tide-date: 21 [51, 112, 61, 123]
tide-even: 12.48 [134, 112, 155, 123]
assembly-para: In the House of Representatives the report of the public accounts committee was brought up on the pensions of Dr. Pollen, Messrs Gisborne, Fenwick, and Sir W. Fitzherbert. The Committee are of opinion that it would be inadvisable to repudiate liabilities incurred in the Governor's warrant, and recommended that a Special Act be provided in order to remove all doubts as to the illegality of the pensions. [951, 447, 1101, 582]
council-subhead: ORDINARY MEETING [514, 840, 594, 850]
tide-even: 1.15 [139, 122, 155, 133]
council-subhead: CORRESPONDENCE. [516, 907, 592, 917]
council-heading: AKAROA BOROUGH COUNCIL. [503, 469, 605, 492]
dialogue-line: Ed.—When stabbing in the dark is to be done. [323, 1522, 471, 1543]
council-para: Cr Cullen also read a communication from Mr V. D. Wilkins, reporting on the contracts lately in progress, and making certain recommendations respecting Bruce's Bridge, and that in Williams street. These portions of the report were adopted without discussion. [480, 1533, 628, 1624]
council-para: Cr McGregor thought that Cr Chamberlain had opened a very important question. He thought that the recommendations of their surveyor should be carried out, and the bridge opened for light traffic. [480, 1824, 628, 1892]
meeting-para: Mr Wm. Coop said he had been down to see the railway and lake that afternoon, and had been along the line from Birdling's to Price's Point, which he considered was the most likely to sustain damage on account of the height of the embankment and exposure to the lake and weather. He found the damage done was nothing like what had been represented, and was pleased to find that there was great credit due to the Public Works Department for the very substantial manner in which the railway work had been carried out, and for having had the courage to carry the railway through the lake from point to point. Instead of trying to make matters worse by saying it was ruinous to the district it would be far better to give credit where due. The ballasting had been washed away for some four miles, and he had been informed that this would take about £70 per mile to replace. He considered this little or nothing, as he looked upon the loss as valuable experience gained, and the engineers would now see exactly what was required to complete the stability of the embankment so well begun. The ballast was not lost, but was still on the side of the embankment, and would tend to give it greater stability, and where the stone walling had been done on each side of the line he considered it a grand piece of work. They now take into consideration that it might have been impossible to let out the lake earlier on account of the weather and tides. When the Road Board had the letting out of the lake it had cost from £60 to £100 to do the work. [794, 32, 942, 514]
tide-date: August 19 [51, 92, 89, 103]
article-para: THE South Canterbury Times has been purchased from Mr Robert Stansell by Mr R. G. Kerr, who has for several years past been agent for the Lyttelton Times in Timaru and surrounding districts. [323, 97, 471, 165]
tide-day: Friday [9, 92, 33, 103]
council-para: Cr Black moved as an amendment that the tender of Mr C. Burns be accepted. [637, 816, 785, 850]
paper-date: FRIDAY, AUGUST 19. [36, 1250, 128, 1262]
council-para: The Mayor had grave doubts whether the latter tender was in form. It certainly was not signed by the tenderer. Were it not for an accompanying letter, he should have ruled it to be informal. [637, 849, 785, 917]
